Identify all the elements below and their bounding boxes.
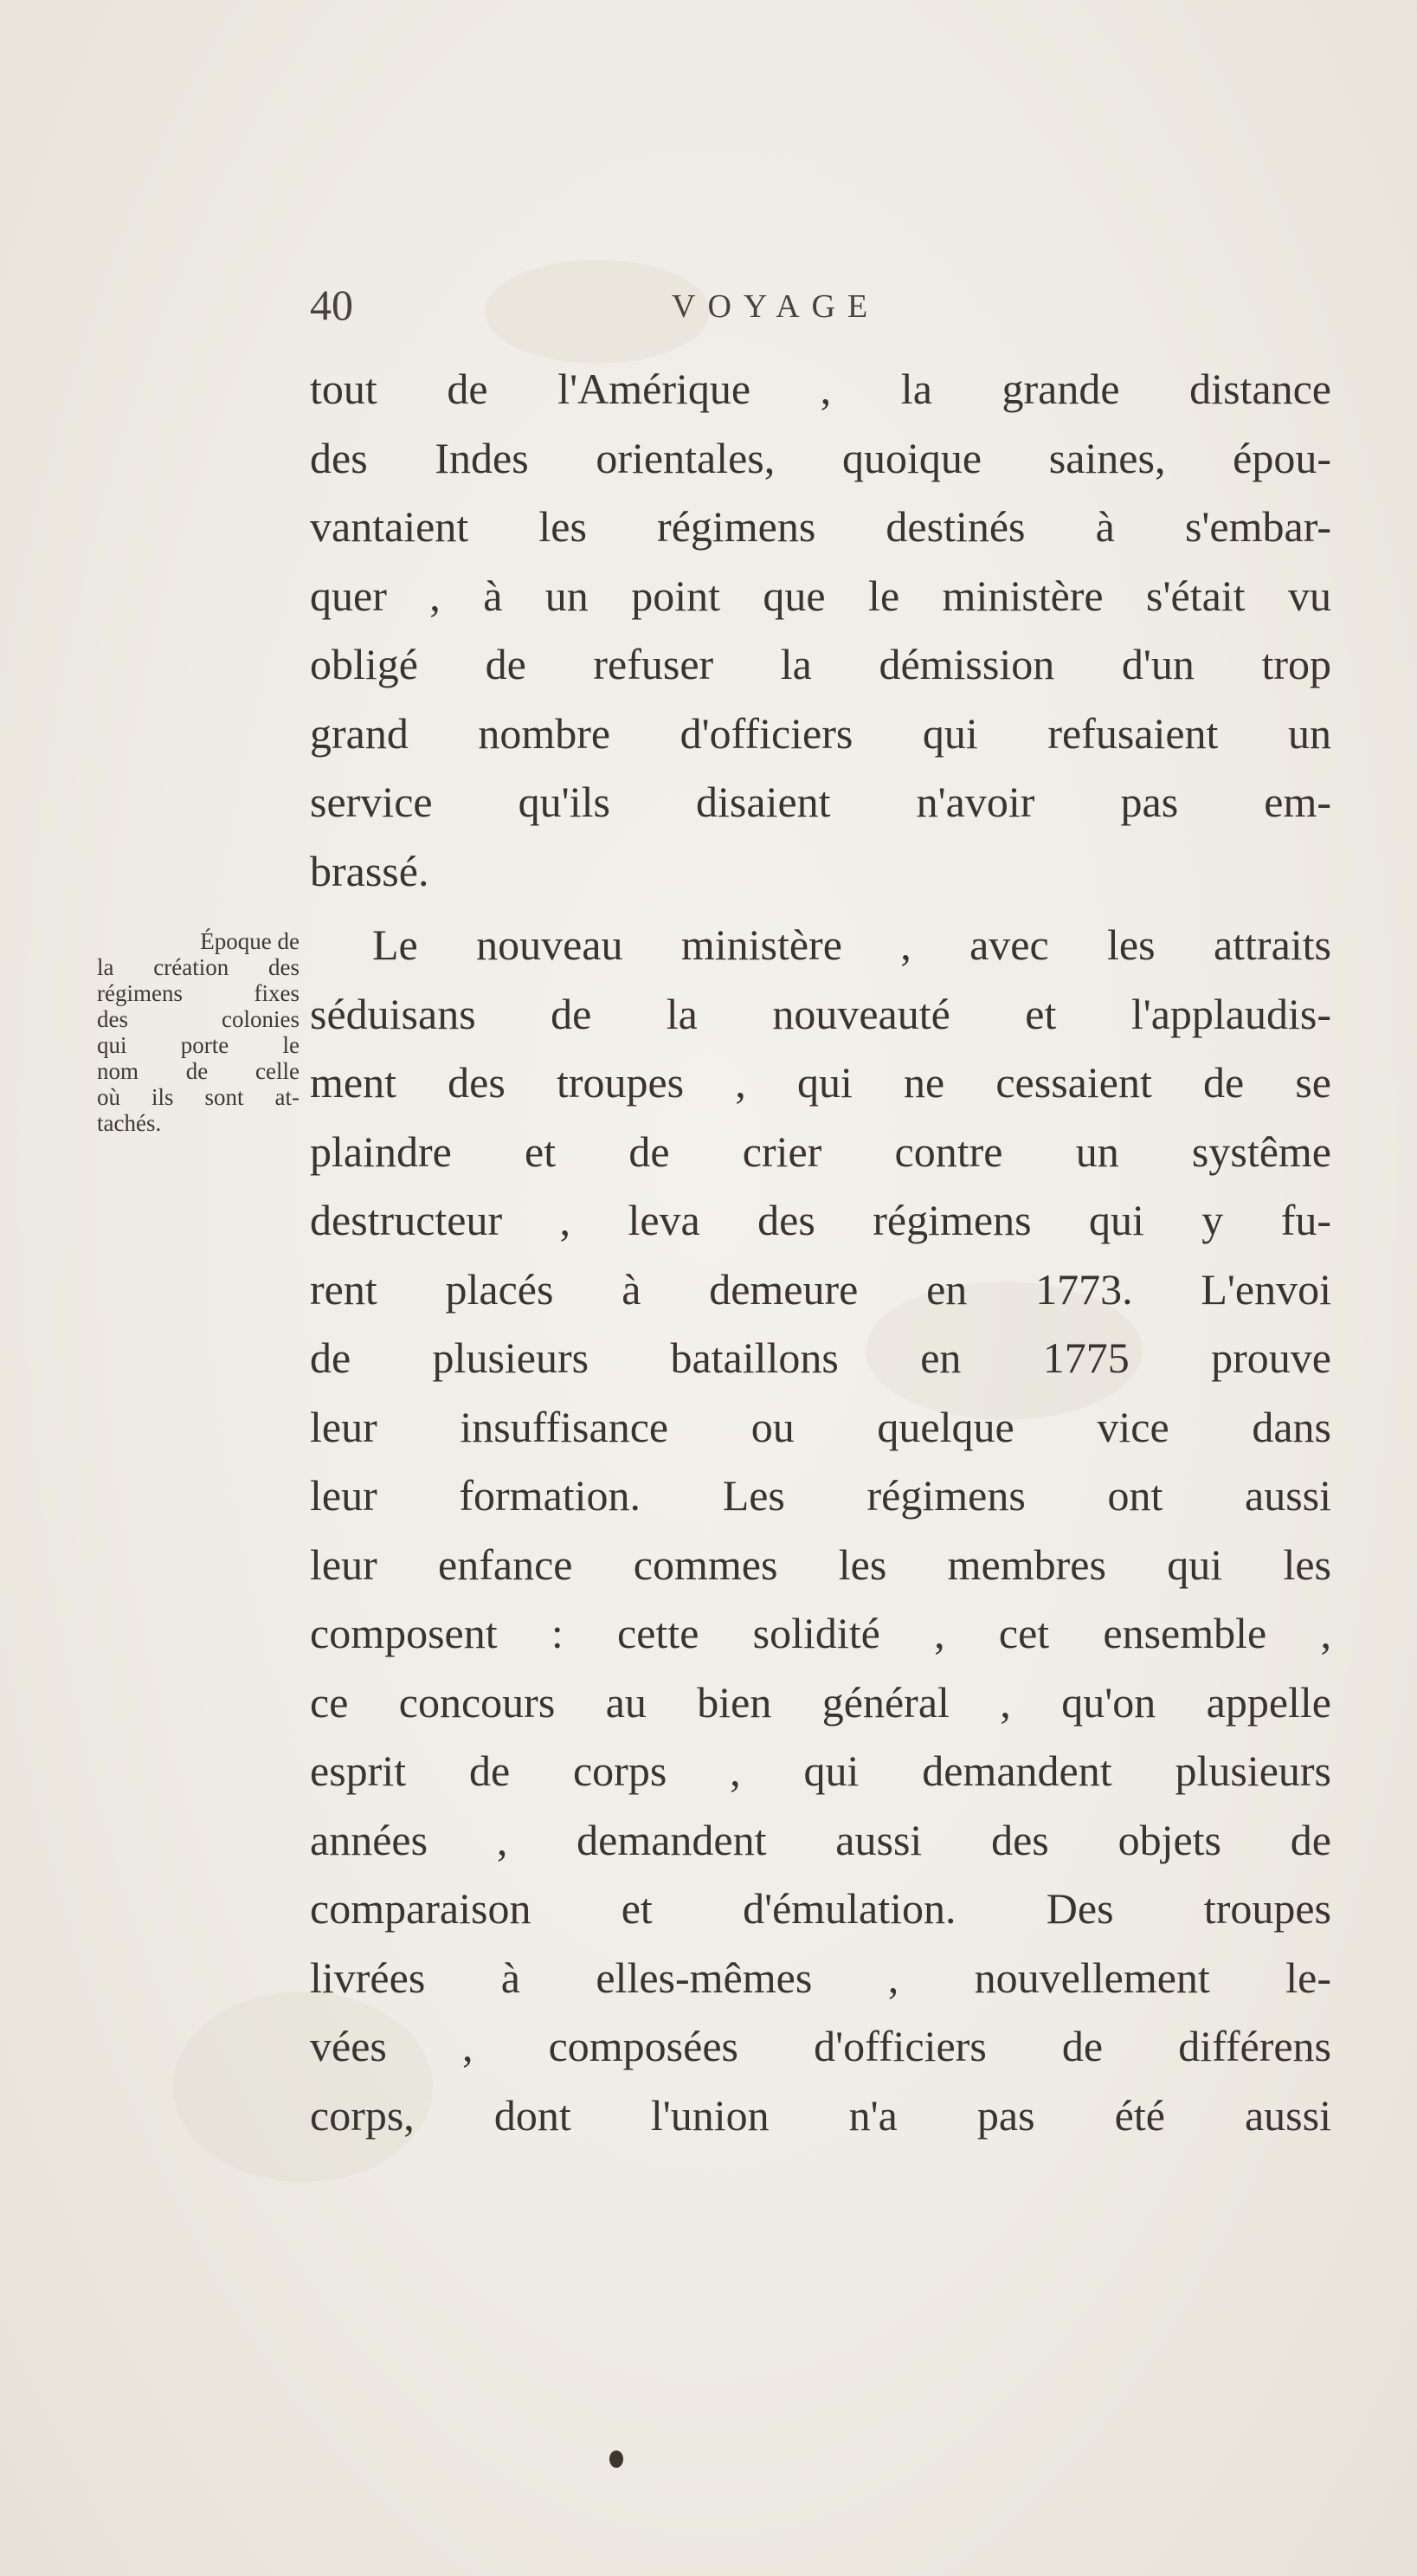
- text-line: leur enfance commes les membres qui les: [310, 1540, 1331, 1589]
- text-line: leur insuffisance ou quelque vice dans: [310, 1402, 1331, 1451]
- text-line: séduisans de la nouveauté et l'applaudis-: [310, 989, 1331, 1038]
- note-line: la création des: [97, 954, 300, 980]
- note-line: qui porte le: [97, 1032, 300, 1058]
- text-line: comparaison et d'émulation. Des troupes: [310, 1884, 1331, 1933]
- note-line: Époque de: [200, 928, 300, 954]
- running-head: [310, 279, 1331, 331]
- text-line: grand nombre d'officiers qui refusaient un: [310, 708, 1331, 758]
- note-line: des colonies: [97, 1006, 300, 1032]
- text-line: livrées à elles-mêmes , nouvellement le-: [310, 1953, 1331, 2002]
- text-line: ment des troupes , qui ne cessaient de se: [310, 1058, 1331, 1107]
- text-line: obligé de refuser la démission d'un trop: [310, 640, 1331, 688]
- text-line: ce concours au bien général , qu'on appelle: [310, 1677, 1331, 1727]
- text-line: tout de l'Amérique , la grande distance: [310, 365, 1331, 413]
- text-line: corps, dont l'union n'a pas été aussi: [310, 2090, 1331, 2140]
- text-line: destructeur , leva des régimens qui y fu-: [310, 1196, 1331, 1244]
- paragraph-continued: [310, 355, 1331, 906]
- note-line: régimens fixes: [97, 980, 300, 1006]
- margin-note: [97, 928, 300, 1136]
- text-line: quer , à un point que le ministère s'était vu: [310, 571, 1331, 620]
- text-line: années , demandent aussi des objets de: [310, 1815, 1331, 1864]
- note-line: tachés.: [97, 1110, 162, 1136]
- text-line: des Indes orientales, quoique saines, épou-: [310, 433, 1331, 482]
- text-line: plaindre et de crier contre un systême: [310, 1127, 1331, 1176]
- text-line: rent placés à demeure en 1773. L'envoi: [310, 1264, 1331, 1314]
- text-line: service qu'ils disaient n'avoir pas em-: [310, 778, 1331, 826]
- text-line: brassé.: [310, 846, 429, 895]
- note-line: où ils sont at-: [97, 1084, 300, 1110]
- text-line: composent : cette solidité , cet ensemble ,: [310, 1609, 1331, 1657]
- running-title: VOYAGE: [672, 288, 880, 325]
- ink-blot: [609, 2450, 623, 2468]
- text-line: esprit de corps , qui demandent plusieurs: [310, 1746, 1331, 1795]
- text-line: vées , composées d'officiers de différens: [310, 2022, 1331, 2070]
- page-number: 40: [310, 281, 353, 329]
- text-line: Le nouveau ministère , avec les attraits: [372, 920, 1331, 969]
- text-line: leur formation. Les régimens ont aussi: [310, 1471, 1331, 1520]
- text-line: de plusieurs bataillons en 1775 prouve: [310, 1333, 1331, 1382]
- paragraph-main: [310, 911, 1331, 2150]
- note-line: nom de celle: [97, 1058, 300, 1084]
- text-line: vantaient les régimens destinés à s'embar-: [310, 502, 1331, 551]
